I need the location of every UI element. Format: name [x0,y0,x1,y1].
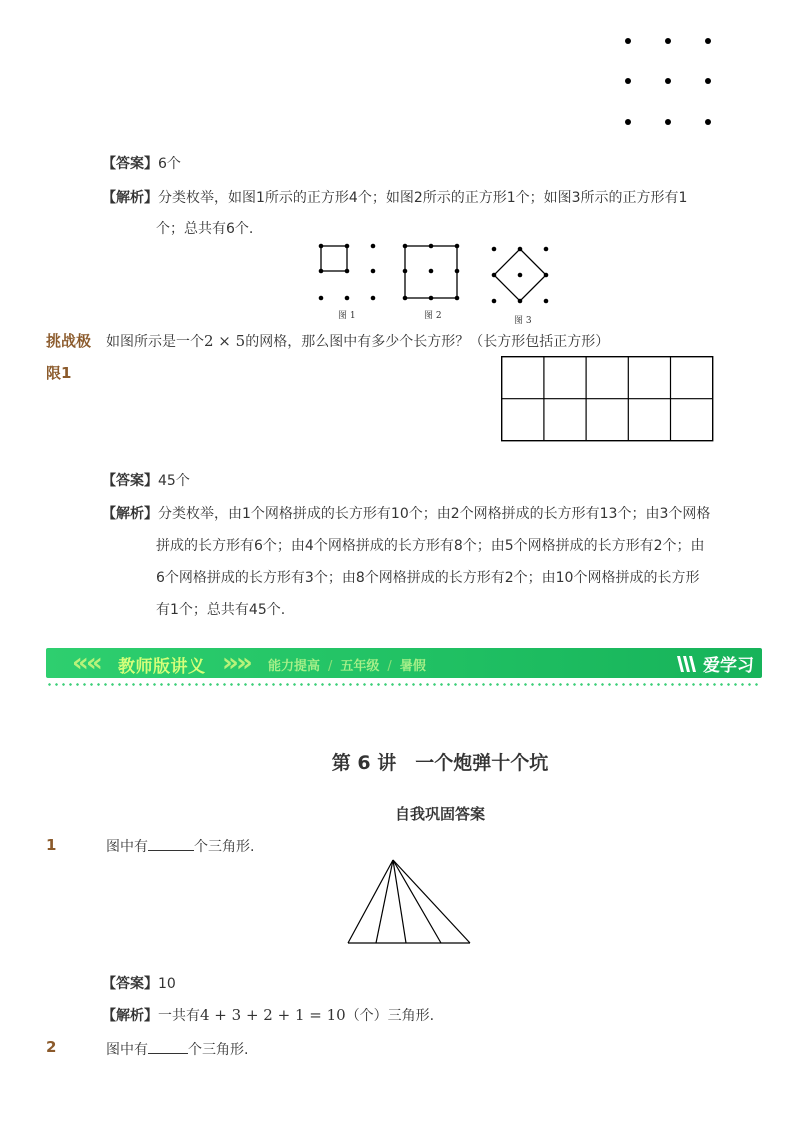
analysis-math: 4 + 3 + 2 + 1 = 10 [200,1006,346,1024]
answer-value: 45个 [158,473,190,489]
question-number: 2 [46,1038,57,1056]
analysis-line [102,187,687,207]
answer-value: 6个 [158,156,181,172]
figure-caption: 图 2 [424,311,442,321]
analysis-label: 【解析】 [102,506,158,522]
breadcrumb-item: 暑假 [399,659,426,674]
question-prefix: 图中有 [106,1042,148,1058]
question-suffix: 的网格，那么图中有多少个长方形？（长方形包括正方形） [245,334,610,350]
grid-2x5-figure [501,356,715,442]
analysis-text-line1: 分类枚举，如图1所示的正方形4个；如图2所示的正方形1个；如图3所示的正方形有1 [158,190,688,206]
triangle-fan-figure [346,858,472,946]
breadcrumb-item: 能力提高 [268,659,321,674]
breadcrumb-item: 五年级 [340,659,380,674]
answer-value: 10 [158,976,176,992]
analysis-text-line1: 分类枚举，由1个网格拼成的长方形有10个；由2个网格拼成的长方形有13个；由3个网格 [158,506,711,522]
answer-line [102,153,181,173]
fill-in-blank [148,836,194,851]
question-prefix: 如图所示是一个 [106,334,204,350]
analysis-label: 【解析】 [102,190,158,206]
question-prefix: 图中有 [106,839,148,855]
figure-caption: 图 3 [514,316,532,326]
question-suffix: 个三角形. [194,839,255,855]
answer-label: 【答案】 [102,473,158,489]
challenge-question [106,331,609,351]
question-suffix: 个三角形. [188,1042,249,1058]
chevron-right-icon: » [236,648,253,678]
header-banner [46,648,762,678]
brand-mark-icon [675,654,699,674]
lecture-title: 第 6 讲 一个炮弹十个坑 [331,752,549,774]
answer-label: 【答案】 [102,976,158,992]
question-math: 2 × 5 [204,332,246,350]
analysis-text-line2: 个；总共有6个. [156,221,254,237]
breadcrumb [268,655,426,674]
figure-caption: 图 1 [338,311,356,321]
analysis-prefix: 一共有 [158,1008,200,1024]
fill-in-blank [148,1039,188,1054]
dot-grid-figure [600,30,730,140]
brand-logo [675,651,754,676]
question-number: 1 [46,836,57,854]
analysis-text-line3: 6个网格拼成的长方形有3个；由8个网格拼成的长方形有2个；由10个网格拼成的长方形 [156,570,700,586]
question-1-text [106,836,254,856]
figure-2 [396,238,466,323]
analysis-line [102,1005,434,1025]
analysis-label: 【解析】 [102,1008,158,1024]
section-title: 自我巩固答案 [394,805,485,823]
answer-label: 【答案】 [102,156,158,172]
figure-3 [484,240,556,330]
chevron-left-icon: « [72,648,89,678]
brand-logo-text: 爱学习 [703,656,754,676]
challenge-label-line2: 限1 [46,364,72,382]
analysis-text-line2: 拼成的长方形有6个；由4个网格拼成的长方形有8个；由5个网格拼成的长方形有2个；由 [156,538,705,554]
banner-dotted-divider [46,683,762,686]
chevron-left-icon: « [86,648,103,678]
analysis-suffix: （个）三角形. [345,1008,435,1024]
breadcrumb-separator: / [328,659,333,674]
figure-1 [312,238,382,323]
banner-title: 教师版讲义 [118,657,206,677]
analysis-line [102,503,710,523]
question-2-text [106,1039,248,1059]
answer-line [102,470,190,490]
analysis-text-line4: 有1个；总共有45个. [156,602,286,618]
answer-line [102,973,176,993]
breadcrumb-separator: / [387,659,392,674]
challenge-label-line1: 挑战极 [46,332,92,350]
chevron-right-icon: » [222,648,239,678]
